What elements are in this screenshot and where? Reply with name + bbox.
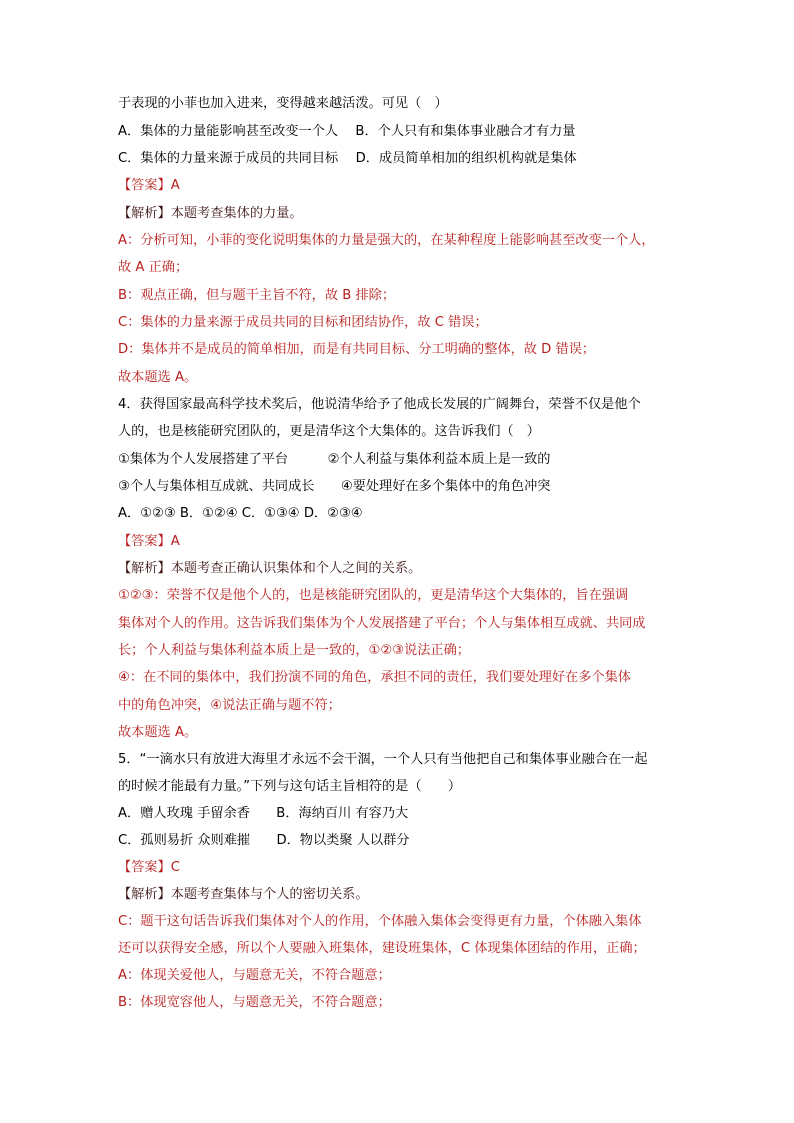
q3-analysis-b: B：观点正确，但与题干主旨不符，故 B 排除； xyxy=(118,288,396,303)
q4-analysis-line2: 集体对个人的作用。这告诉我们集体为个人发展搭建了平台；个人与集体相互成就、共同成 xyxy=(118,616,646,631)
q3-analysis-c: C：集体的力量来源于成员共同的目标和团结协作，故 C 错误； xyxy=(118,315,488,330)
q5-analysis-c-line1: C：题干这句话告诉我们集体对个人的作用，个体融入集体会变得更有力量，个体融入集体 xyxy=(118,914,642,929)
q3-analysis-title: 【解析】本题考查集体的力量。 xyxy=(118,206,303,221)
q3-options-ab: A．集体的力量能影响甚至改变一个人 B．个人只有和集体事业融合才有力量 xyxy=(118,124,576,139)
q4-analysis-line5: 中的角色冲突，④说法正确与题不符； xyxy=(118,698,341,713)
q4-answer: 【答案】A xyxy=(118,534,180,549)
q3-analysis-a-line1: A：分析可知，小菲的变化说明集体的力量是强大的，在某种程度上能影响甚至改变一个人， xyxy=(118,233,655,248)
q3-analysis-a-line2: 故 A 正确； xyxy=(118,260,189,275)
q5-analysis-b: B：体现宽容他人，与题意无关，不符合题意； xyxy=(118,995,391,1010)
q4-items-3-4: ③个人与集体相互成就、共同成长 ④要处理好在多个集体中的角色冲突 xyxy=(118,479,551,494)
q3-conclusion: 故本题选 A。 xyxy=(118,370,198,385)
q5-analysis-a: A：体现关爱他人，与题意无关，不符合题意； xyxy=(118,968,391,983)
q3-options-cd: C．集体的力量来源于成员的共同目标 D．成员简单相加的组织机构就是集体 xyxy=(118,151,577,166)
q5-analysis-title: 【解析】本题考查集体与个人的密切关系。 xyxy=(118,887,369,902)
q4-conclusion: 故本题选 A。 xyxy=(118,725,198,740)
q4-items-1-2: ①集体为个人发展搭建了平台 ②个人利益与集体利益本质上是一致的 xyxy=(118,452,551,467)
q3-answer: 【答案】A xyxy=(118,178,180,193)
q3-stem-end: 于表现的小菲也加入进来，变得越来越活泼。可见（ ） xyxy=(118,96,448,111)
q5-analysis-c-line2: 还可以获得安全感，所以个人要融入班集体，建设班集体，C 体现集体团结的作用，正确； xyxy=(118,941,646,956)
q4-stem-line2: 人的，也是核能研究团队的，更是清华这个大集体的。这告诉我们（ ） xyxy=(118,424,540,439)
q5-stem-line2: 的时候才能最有力量。”下列与这句话主旨相符的是（ ） xyxy=(118,779,462,794)
q5-stem-line1: 5．“一滴水只有放进大海里才永远不会干涸，一个人只有当他把自己和集体事业融合在一起 xyxy=(118,752,648,767)
q5-options-cd: C．孤则易折 众则难摧 D．物以类聚 人以群分 xyxy=(118,833,410,848)
q3-analysis-d: D：集体并不是成员的简单相加，而是有共同目标、分工明确的整体，故 D 错误； xyxy=(118,342,596,357)
q4-analysis-title: 【解析】本题考查正确认识集体和个人之间的关系。 xyxy=(118,561,422,576)
q4-stem-line1: 4．获得国家最高科学技术奖后，他说清华给予了他成长发展的广阔舞台，荣誉不仅是他个 xyxy=(118,397,641,412)
q5-options-ab: A．赠人玫瑰 手留余香 B．海纳百川 有容乃大 xyxy=(118,806,409,821)
q4-analysis-line4: ④：在不同的集体中，我们扮演不同的角色，承担不同的责任，我们要处理好在多个集体 xyxy=(118,670,631,685)
q4-analysis-line3: 长；个人利益与集体利益本质上是一致的，①②③说法正确； xyxy=(118,643,470,658)
q4-analysis-line1: ①②③：荣誉不仅是他个人的，也是核能研究团队的，更是清华这个大集体的，旨在强调 xyxy=(118,588,629,603)
q5-answer: 【答案】C xyxy=(118,860,180,875)
q4-options: A．①②③ B．①②④ C．①③④ D．②③④ xyxy=(118,506,363,521)
